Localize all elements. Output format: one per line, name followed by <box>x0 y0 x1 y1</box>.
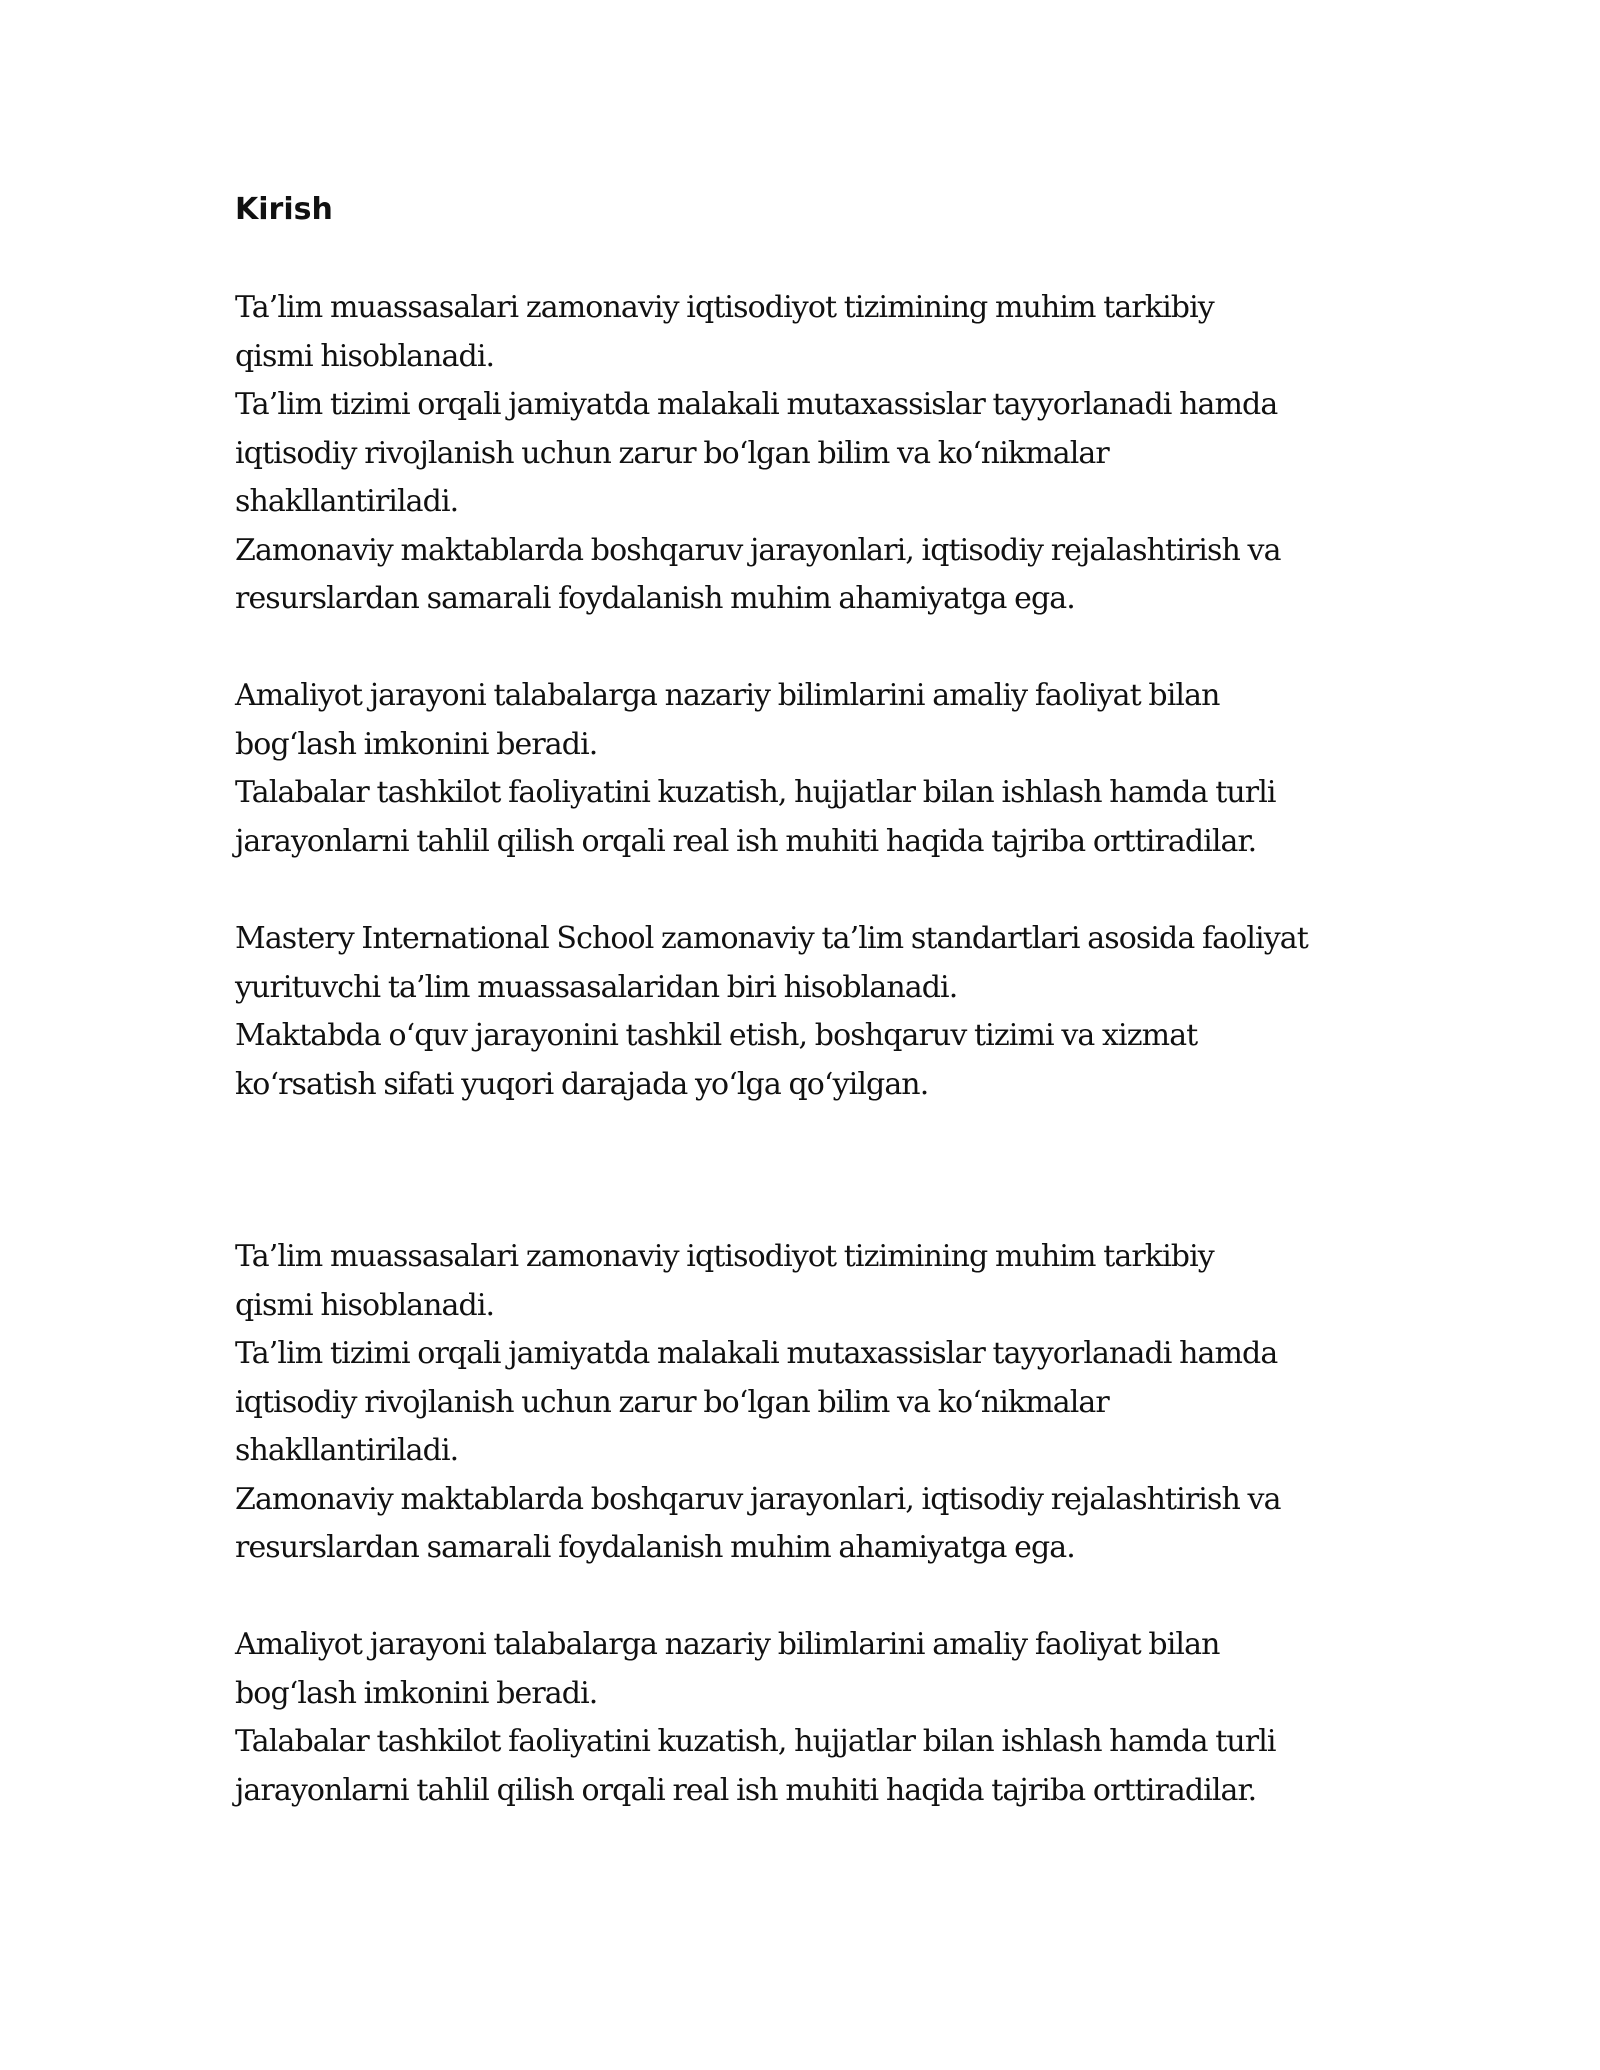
text-line: Amaliyot jarayoni talabalarga nazariy bilimlarini amaliy faoliyat bilan <box>235 678 1220 713</box>
text-line: Zamonaviy maktablarda boshqaruv jarayonlari, iqtisodiy rejalashtirish va <box>235 532 1281 568</box>
text-line: Ta’lim tizimi orqali jamiyatda malakali mutaxassislar tayyorlanadi hamda <box>235 387 1278 422</box>
text-line: jarayonlarni tahlil qilish orqali real ish muhiti haqida tajriba orttiradilar. <box>235 823 1257 859</box>
text-line: Ta’lim tizimi orqali jamiyatda malakali mutaxassislar tayyorlanadi hamda <box>235 1336 1278 1371</box>
text-line: iqtisodiy rivojlanish uchun zarur bo‘lgan bilim va ko‘nikmalar <box>235 1384 1109 1420</box>
text-line: Amaliyot jarayoni talabalarga nazariy bilimlarini amaliy faoliyat bilan <box>235 1627 1220 1662</box>
text-line: qismi hisoblanadi. <box>235 1287 495 1323</box>
section-heading: Kirish <box>235 192 333 227</box>
text-line: jarayonlarni tahlil qilish orqali real ish muhiti haqida tajriba orttiradilar. <box>235 1772 1257 1808</box>
text-line: Maktabda o‘quv jarayonini tashkil etish, boshqaruv tizimi va xizmat <box>235 1018 1198 1053</box>
paragraph-block <box>235 915 1435 1109</box>
text-line: Talabalar tashkilot faoliyatini kuzatish, hujjatlar bilan ishlash hamda turli <box>235 775 1276 810</box>
text-line: iqtisodiy rivojlanish uchun zarur bo‘lgan bilim va ko‘nikmalar <box>235 435 1109 471</box>
text-line: Zamonaviy maktablarda boshqaruv jarayonlari, iqtisodiy rejalashtirish va <box>235 1481 1281 1517</box>
text-line: qismi hisoblanadi. <box>235 338 495 374</box>
text-line: resurslardan samarali foydalanish muhim ahamiyatga ega. <box>235 581 1075 616</box>
text-line: Ta’lim muassasalari zamonaviy iqtisodiyot tizimining muhim tarkibiy <box>235 1239 1214 1274</box>
text-line: resurslardan samarali foydalanish muhim ahamiyatga ega. <box>235 1530 1075 1565</box>
text-line: shakllantiriladi. <box>235 484 459 519</box>
paragraph-block <box>235 1621 1435 1815</box>
text-line: yurituvchi ta’lim muassasalaridan biri hisoblanadi. <box>235 969 958 1005</box>
paragraph-block <box>235 1233 1435 1573</box>
text-line: bog‘lash imkonini beradi. <box>235 726 598 762</box>
text-line: shakllantiriladi. <box>235 1433 459 1468</box>
paragraph-block <box>235 284 1435 624</box>
text-line: ko‘rsatish sifati yuqori darajada yo‘lga qo‘yilgan. <box>235 1066 929 1102</box>
text-line: Ta’lim muassasalari zamonaviy iqtisodiyot tizimining muhim tarkibiy <box>235 290 1214 325</box>
text-line: Talabalar tashkilot faoliyatini kuzatish, hujjatlar bilan ishlash hamda turli <box>235 1724 1276 1759</box>
paragraph-block <box>235 672 1435 866</box>
text-line: Mastery International School zamonaviy ta’lim standartlari asosida faoliyat <box>235 921 1308 956</box>
text-line: bog‘lash imkonini beradi. <box>235 1675 598 1711</box>
